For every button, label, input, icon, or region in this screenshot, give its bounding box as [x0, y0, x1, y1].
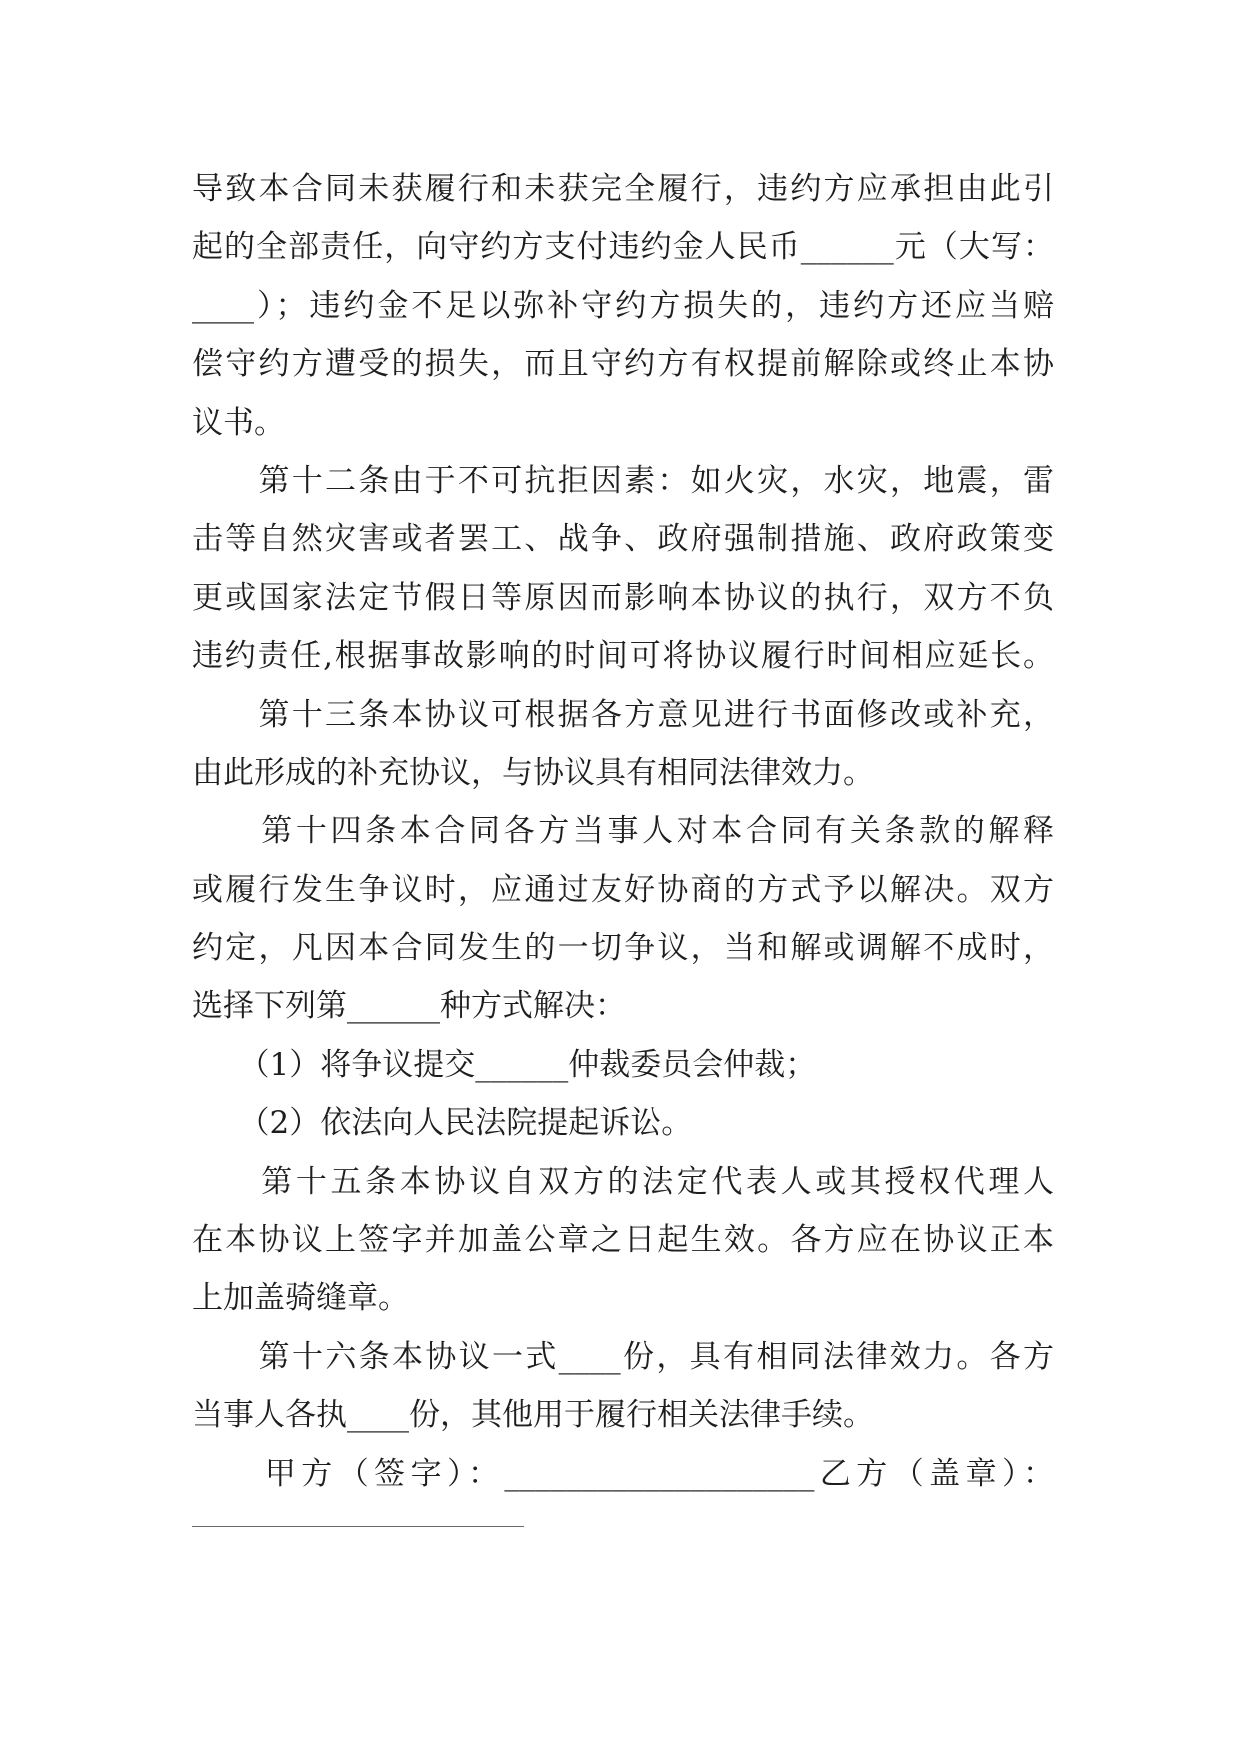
- text-line: 当事人各执____份，其他用于履行相关法律手续。: [192, 1397, 874, 1434]
- text-line: 第十四条本合同各方当事人对本合同有关条款的解释: [192, 813, 1054, 850]
- text-line: 违约责任,根据事故影响的时间可将协议履行时间相应延长。: [192, 638, 1054, 675]
- text-line: 上加盖骑缝章。: [192, 1280, 409, 1317]
- text-line: ____）；违约金不足以弥补守约方损失的，违约方还应当赔: [192, 287, 1054, 324]
- text-line: 第十二条由于不可抗拒因素：如火灾，水灾，地震，雷: [192, 462, 1054, 499]
- text-line: （2）依法向人民法院提起诉讼。: [192, 1105, 693, 1142]
- text-line: 由此形成的补充协议，与协议具有相同法律效力。: [192, 754, 874, 791]
- text-line: 选择下列第______种方式解决：: [192, 988, 626, 1025]
- text-line: 或履行发生争议时，应通过友好协商的方式予以解决。双方: [192, 871, 1054, 908]
- text-line: （1）将争议提交______仲裁委员会仲裁；: [192, 1046, 817, 1083]
- signature-blank-underline: [192, 1526, 524, 1527]
- text-line: 更或国家法定节假日等原因而影响本协议的执行，双方不负: [192, 579, 1054, 616]
- text-line: 偿守约方遭受的损失，而且守约方有权提前解除或终止本协: [192, 346, 1054, 383]
- text-line: 起的全部责任，向守约方支付违约金人民币______元（大写：: [192, 229, 1054, 266]
- text-line: 击等自然灾害或者罢工、战争、政府强制措施、政府政策变: [192, 521, 1054, 558]
- text-line: 第十五条本协议自双方的法定代表人或其授权代理人: [192, 1163, 1054, 1200]
- text-line: 约定，凡因本合同发生的一切争议，当和解或调解不成时，: [192, 930, 1054, 967]
- text-line: 议书。: [192, 404, 285, 441]
- text-line: 第十三条本协议可根据各方意见进行书面修改或补充，: [192, 696, 1054, 733]
- text-line: 第十六条本协议一式____份，具有相同法律效力。各方: [192, 1338, 1054, 1375]
- text-line: 导致本合同未获履行和未获完全履行，违约方应承担由此引: [192, 171, 1054, 207]
- signature-line: 甲方（签字）：____________________乙方（盖章）：: [192, 1455, 1054, 1492]
- contract-text: [192, 160, 1054, 1503]
- text-line: 在本协议上签字并加盖公章之日起生效。各方应在协议正本: [192, 1222, 1054, 1259]
